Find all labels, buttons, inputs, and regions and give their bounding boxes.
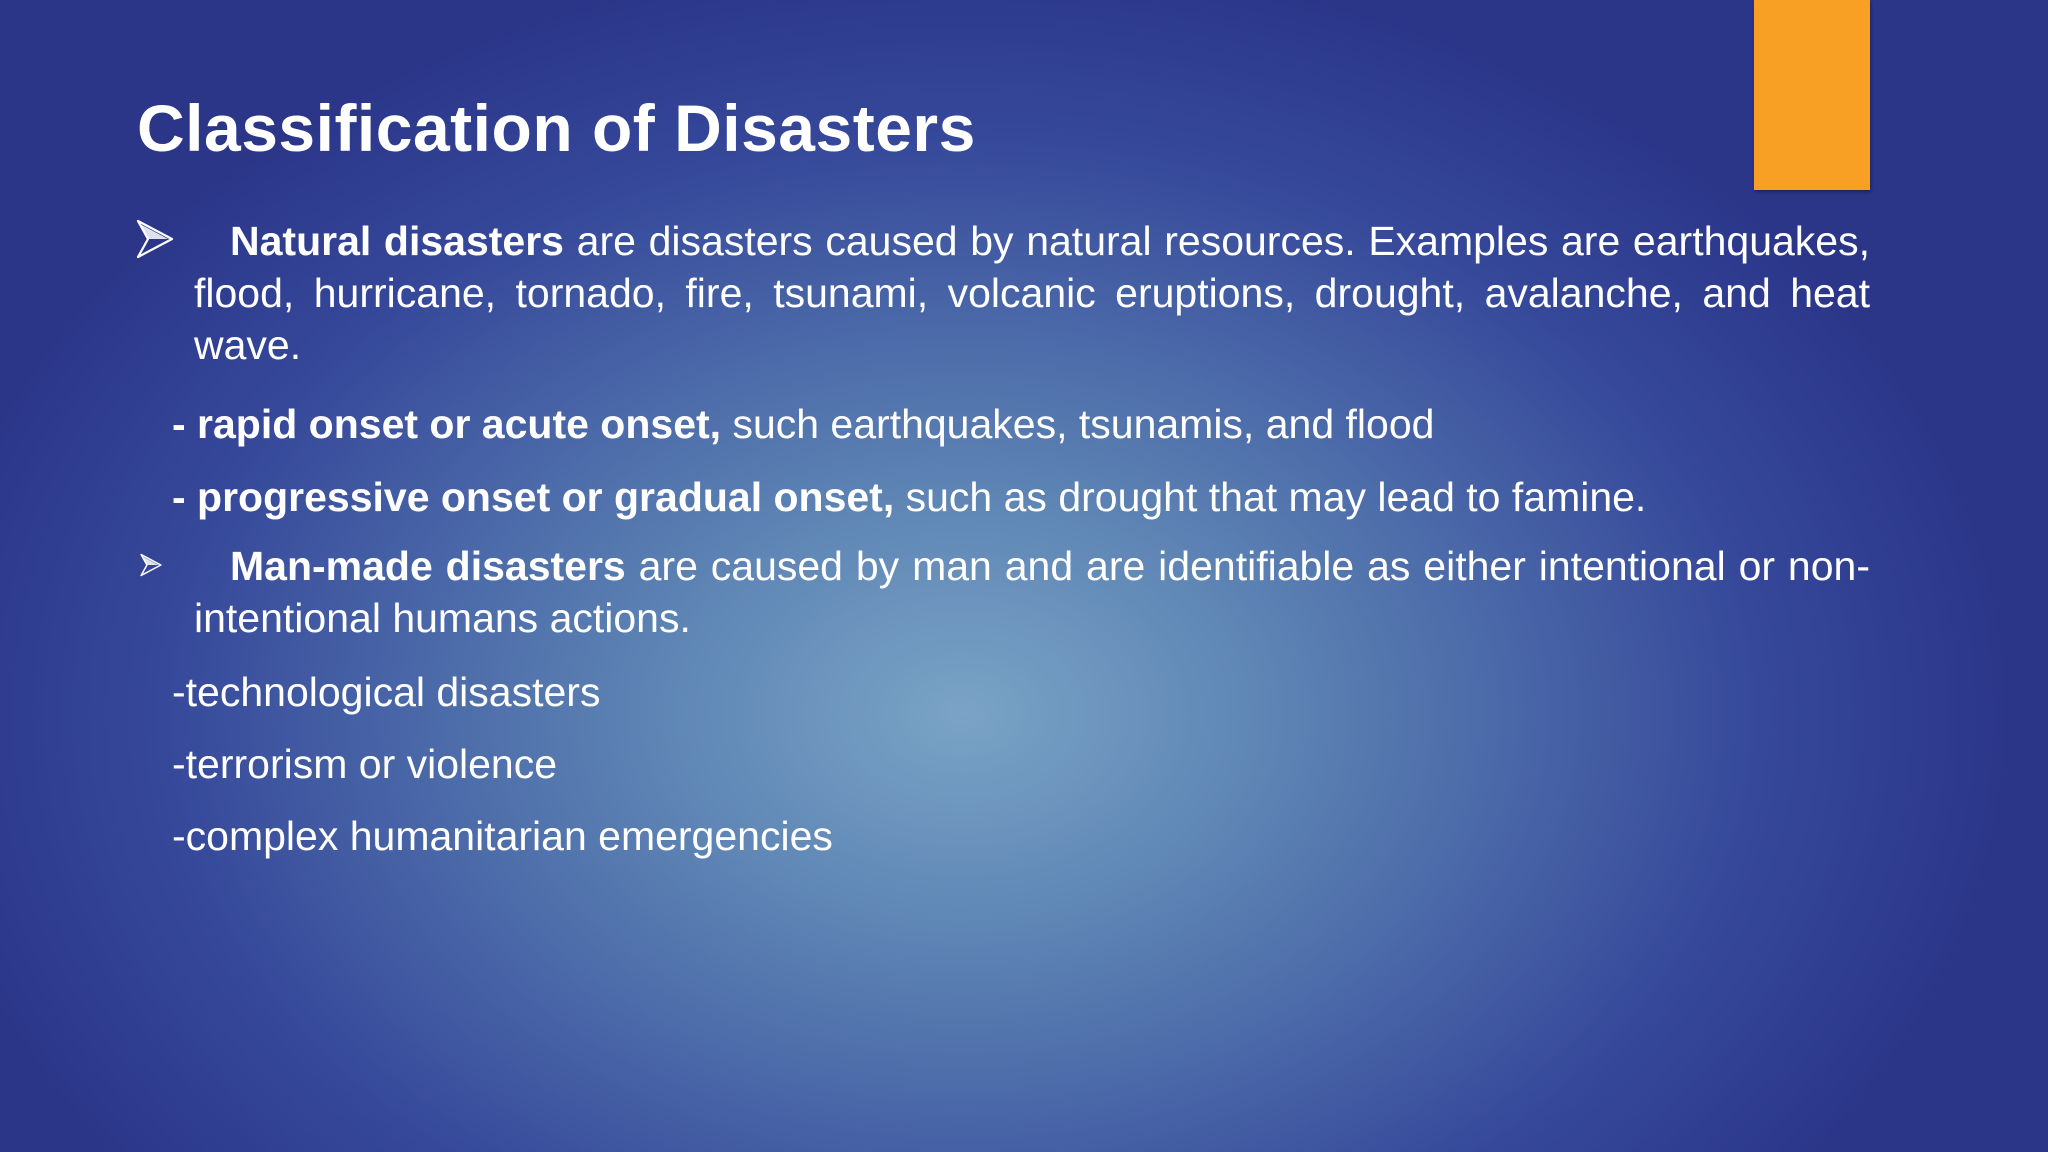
bullet-bold-term: Man-made disasters (230, 543, 626, 589)
subpoint-text: such as drought that may lead to famine. (894, 474, 1647, 520)
bullet-text: are caused by man and are identifiable as either intentional or non-intentional humans actions. (194, 543, 1870, 641)
subpoint-rapid-onset (172, 398, 1434, 450)
arrow-bullet-icon (136, 219, 174, 259)
subpoint-text: such earthquakes, tsunamis, and flood (721, 401, 1435, 447)
bullet-man-made-disasters (194, 540, 1870, 644)
subpoint-humanitarian: -complex humanitarian emergencies (172, 813, 833, 859)
arrow-bullet-icon (140, 552, 162, 578)
accent-bar (1754, 0, 1870, 190)
bullet-bold-term: Natural disasters (230, 218, 564, 264)
slide-title: Classification of Disasters (137, 91, 976, 165)
subpoint-progressive-onset (172, 471, 1646, 523)
subpoint-bold: - rapid onset or acute onset, (172, 401, 722, 447)
subpoint-technological: -technological disasters (172, 669, 601, 715)
subpoint-terrorism: -terrorism or violence (172, 741, 558, 787)
bullet-natural-disasters (194, 215, 1870, 371)
subpoint-bold: - progressive onset or gradual onset, (172, 474, 895, 520)
bullet-text: are disasters caused by natural resources. Examples are earthquakes, flood, hurricane, tornado, fire, tsunami, volcanic eruptions, drought, avalanche, and heat wave. (194, 218, 1870, 368)
